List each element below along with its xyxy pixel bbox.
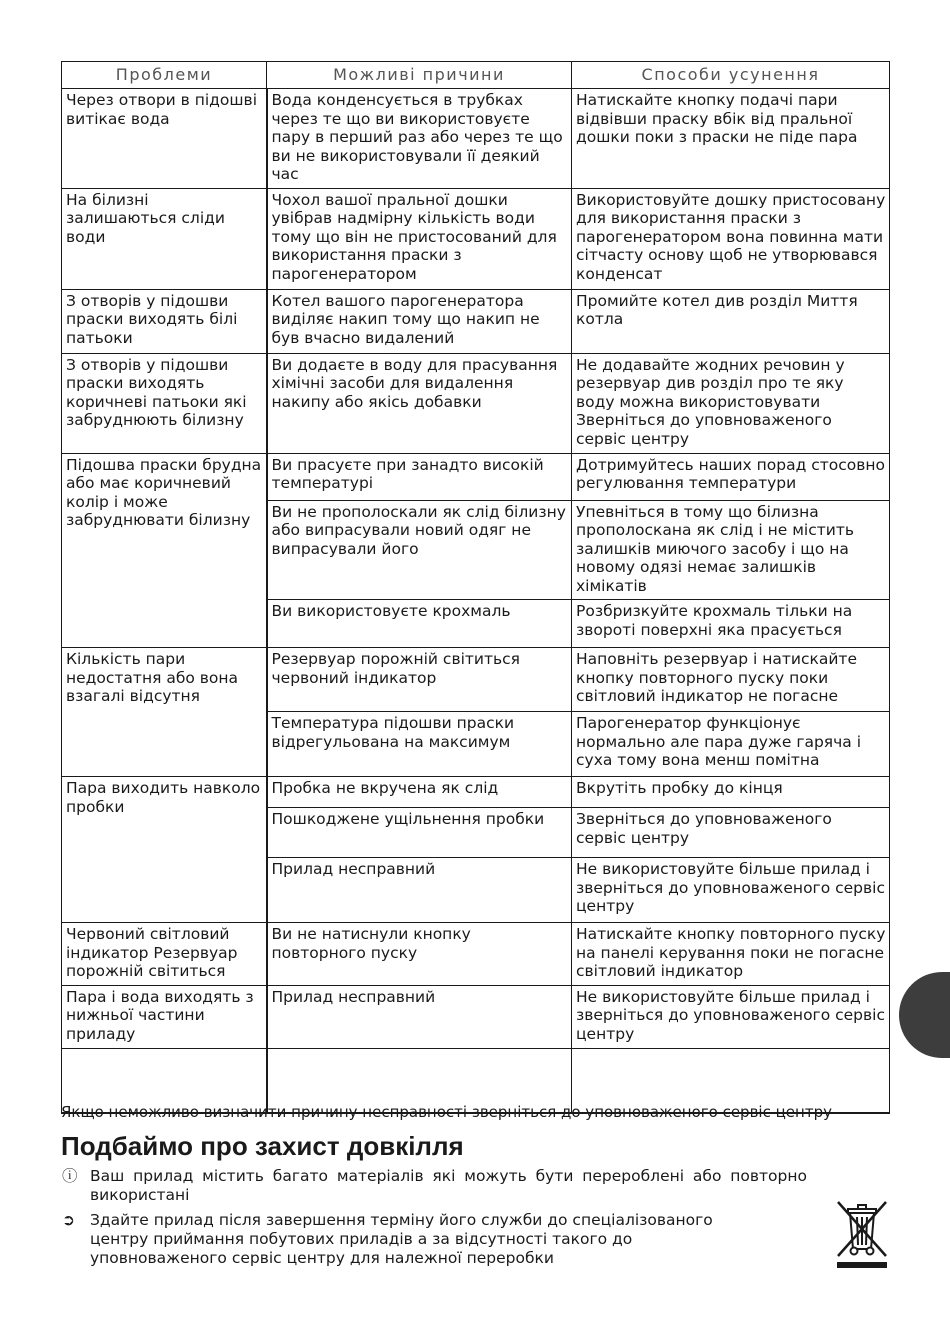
problem-cell: З отворів у підошви праски виходять коричневі патьоки які забруднюють білизну — [62, 353, 267, 453]
solution-cell: Не використовуйте більше прилад і зверніться до уповноваженого сервіс центру — [572, 985, 890, 1048]
bullet-text: Здайте прилад після завершення терміну його служби до спеціалізованого центру приймання побутових приладів а за відсутності такого до уповноваженого сервіс центру для належної переробки — [90, 1211, 713, 1267]
solution-cell: Використовуйте дошку пристосовану для використання праски з парогенератором вона повинна мати сітчасту основу щоб не утворювався конденсат — [572, 188, 890, 289]
cause-cell: Ви використовуєте крохмаль — [267, 600, 572, 648]
cause-cell: Вода конденсується в трубках через те що ви використовуєте пару в перший раз або через те що ви не використовували її деякий час — [267, 89, 572, 189]
cause-cell: Прилад несправний — [267, 985, 572, 1048]
problem-cell: Підошва праски брудна або має коричневий колір і може забруднювати білизну — [62, 453, 267, 648]
cause-cell: Прилад несправний — [267, 858, 572, 923]
environment-bullet — [62, 1167, 807, 1205]
crossed-out-bin-icon — [835, 1199, 889, 1269]
problem-cell: Пара і вода виходять з нижньої частини приладу — [62, 985, 267, 1048]
problem-cell: Пара виходить навколо пробки — [62, 777, 267, 923]
table-row — [62, 648, 890, 712]
cause-cell: Ви додаєте в воду для прасування хімічні засоби для видалення накипу або якісь добавки — [267, 353, 572, 453]
solution-cell: Дотримуйтесь наших порад стосовно регулювання температури — [572, 453, 890, 500]
cause-cell: Пошкоджене ущільнення пробки — [267, 808, 572, 858]
solution-cell: Не використовуйте більше прилад і зверніться до уповноваженого сервіс центру — [572, 858, 890, 923]
table-row — [62, 985, 890, 1048]
table-row — [62, 89, 890, 189]
info-icon: ⓘ — [62, 1167, 78, 1185]
chapter-side-tab — [899, 972, 950, 1058]
table-body — [62, 89, 890, 1114]
cause-cell: Котел вашого парогенератора виділяє накип тому що накип не був вчасно видалений — [267, 289, 572, 353]
table-header-row — [62, 62, 890, 89]
solution-cell: Парогенератор функціонує нормально але пара дуже гаряча і суха тому вона менш помітна — [572, 712, 890, 777]
table-row — [62, 453, 890, 500]
footer-note: Якщо неможливо визначити причину несправності зверніться до уповноваженого сервіс центру — [61, 1103, 832, 1121]
section-title: Подбаймо про захист довкілля — [61, 1131, 464, 1161]
table-row — [62, 777, 890, 808]
cause-cell: Ви не прополоскали як слід білизну або випрасували новий одяг не випрасували його — [267, 500, 572, 600]
solution-cell: Промийте котел див розділ Миття котла — [572, 289, 890, 353]
problem-cell: З отворів у підошви праски виходять білі патьоки — [62, 289, 267, 353]
cause-cell: Ви не натиснули кнопку повторного пуску — [267, 923, 572, 986]
table-row — [62, 188, 890, 289]
solution-cell: Не додавайте жодних речовин у резервуар див розділ про те яку воду можна використовувати Зверніться до уповноваженого сервіс центру — [572, 353, 890, 453]
environment-bullet — [62, 1211, 762, 1268]
header-problems: Проблеми — [62, 62, 267, 89]
solution-cell: Вкрутіть пробку до кінця — [572, 777, 890, 808]
problem-cell: Через отвори в підошві витікає вода — [62, 89, 267, 189]
table-row — [62, 289, 890, 353]
solution-cell: Зверніться до уповноваженого сервіс центру — [572, 808, 890, 858]
solution-cell: Натискайте кнопку подачі пари відвівши праску вбік від пральної дошки поки з праски не піде пара — [572, 89, 890, 189]
header-causes: Можливі причини — [267, 62, 572, 89]
table-row — [62, 353, 890, 453]
cause-cell: Температура підошви праски відрегульована на максимум — [267, 712, 572, 777]
table-row — [62, 923, 890, 986]
problem-cell: На білизні залишаються сліди води — [62, 188, 267, 289]
bullet-text: Ваш прилад містить багато матеріалів які можуть бути перероблені або повторно використані — [90, 1167, 807, 1204]
solution-cell: Наповніть резервуар і натискайте кнопку повторного пуску поки світловий індикатор не погасне — [572, 648, 890, 712]
arrow-icon: ➲ — [62, 1211, 75, 1229]
solution-cell: Натискайте кнопку повторного пуску на панелі керування поки не погасне світловий індикатор — [572, 923, 890, 986]
cause-cell: Резервуар порожній світиться червоний індикатор — [267, 648, 572, 712]
solution-cell: Упевніться в тому що білизна прополоскана як слід і не містить залишків миючого засобу і що на новому одязі немає залишків хімікатів — [572, 500, 890, 600]
cause-cell: Пробка не вкручена як слід — [267, 777, 572, 808]
problem-cell: Червоний світловий індикатор Резервуар порожній світиться — [62, 923, 267, 986]
cause-cell: Ви прасуєте при занадто високій температурі — [267, 453, 572, 500]
table-header — [62, 62, 890, 89]
troubleshooting-table — [61, 61, 890, 1114]
header-solutions: Способи усунення — [572, 62, 890, 89]
problem-cell: Кількість пари недостатня або вона взагалі відсутня — [62, 648, 267, 777]
cause-cell: Чохол вашої пральної дошки увібрав надмірну кількість води тому що він не пристосований для використання праски з парогенератором — [267, 188, 572, 289]
solution-cell: Розбризкуйте крохмаль тільки на звороті поверхні яка прасується — [572, 600, 890, 648]
